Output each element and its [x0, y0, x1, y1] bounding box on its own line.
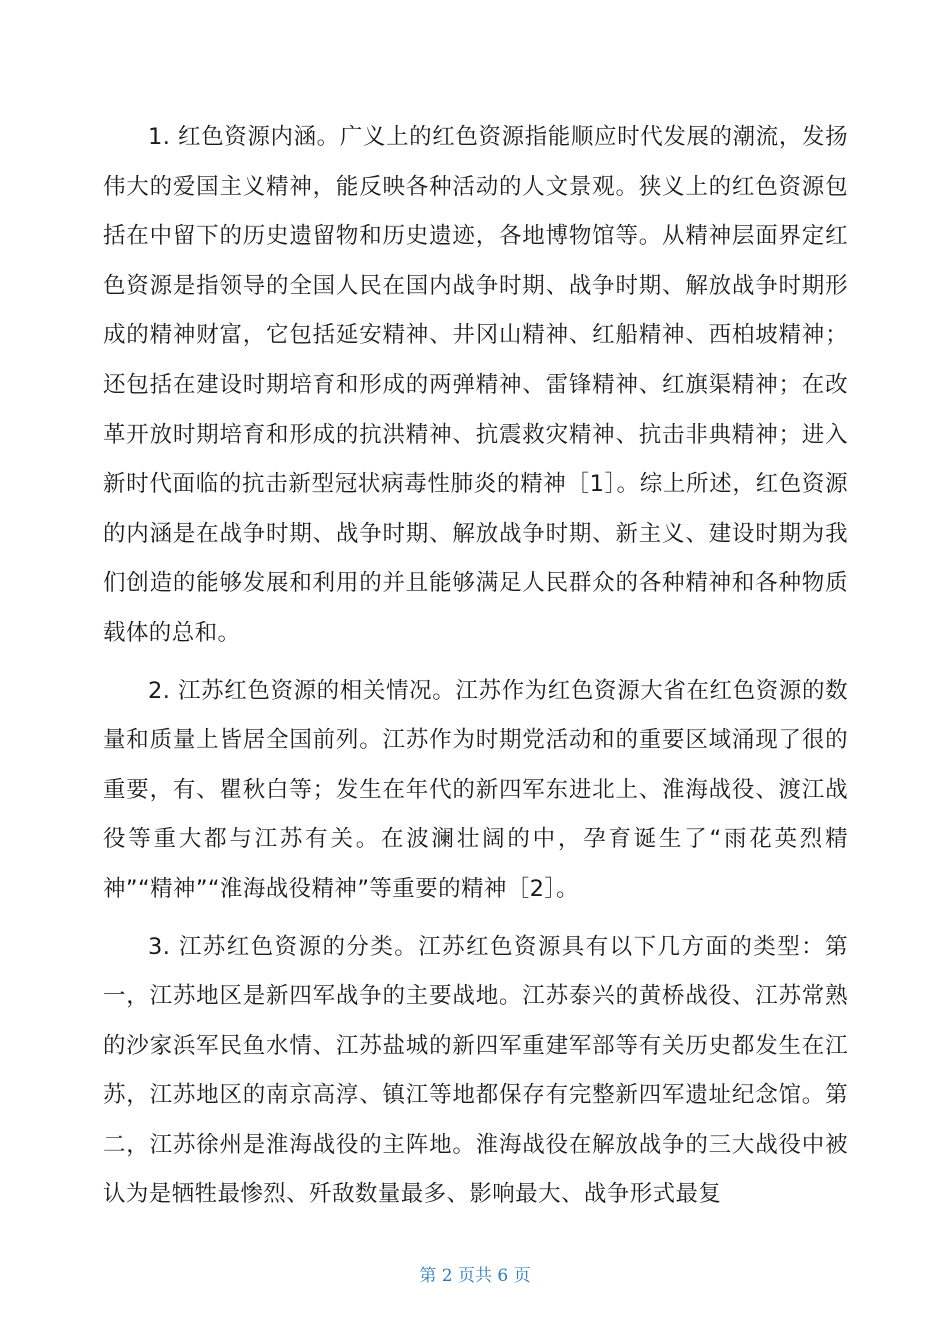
page-number-footer: 第 2 页共 6 页	[419, 1266, 531, 1286]
document-body	[103, 113, 848, 1228]
paragraph-red-resource-connotation: 1. 红色资源内涵。广义上的红色资源指能顺应时代发展的潮流，发扬伟大的爱国主义精神，能反映各种活动的人文景观。狭义上的红色资源包括在中留下的历史遗留物和历史遗迹，各地博物馆等。从精神层面界定红色资源是指领导的全国人民在国内战争时期、战争时期、解放战争时期形成的精神财富，它包括延安精神、井冈山精神、红船精神、西柏坡精神；还包括在建设时期培育和形成的两弹精神、雷锋精神、红旗渠精神；在改革开放时期培育和形成的抗洪精神、抗震救灾精神、抗击非典精神；进入新时代面临的抗击新型冠状病毒性肺炎的精神［1］。综上所述，红色资源的内涵是在战争时期、战争时期、解放战争时期、新主义、建设时期为我们创造的能够发展和利用的并且能够满足人民群众的各种精神和各种物质载体的总和。	[103, 124, 848, 646]
paragraph-jiangsu-red-resource-types: 3. 江苏红色资源的分类。江苏红色资源具有以下几方面的类型：第一，江苏地区是新四军战争的主要战地。江苏泰兴的黄桥战役、江苏常熟的沙家浜军民鱼水情、江苏盐城的新四军重建军部等有关历史都发生在江苏，江苏地区的南京高淳、镇江等地都保存有完整新四军遗址纪念馆。第二，江苏徐州是淮海战役的主阵地。淮海战役在解放战争的三大战役中被认为是牺牲最惨烈、歼敌数量最多、影响最大、战争形式最复	[103, 933, 848, 1208]
paragraph-jiangsu-red-resources: 2. 江苏红色资源的相关情况。江苏作为红色资源大省在红色资源的数量和质量上皆居全国前列。江苏作为时期党活动和的重要区域涌现了很的重要，有、瞿秋白等；发生在年代的新四军东进北上、淮海战役、渡江战役等重大都与江苏有关。在波澜壮阔的中，孕育诞生了“雨花英烈精神”“精神”“淮海战役精神”等重要的精神［2］。	[103, 677, 848, 902]
